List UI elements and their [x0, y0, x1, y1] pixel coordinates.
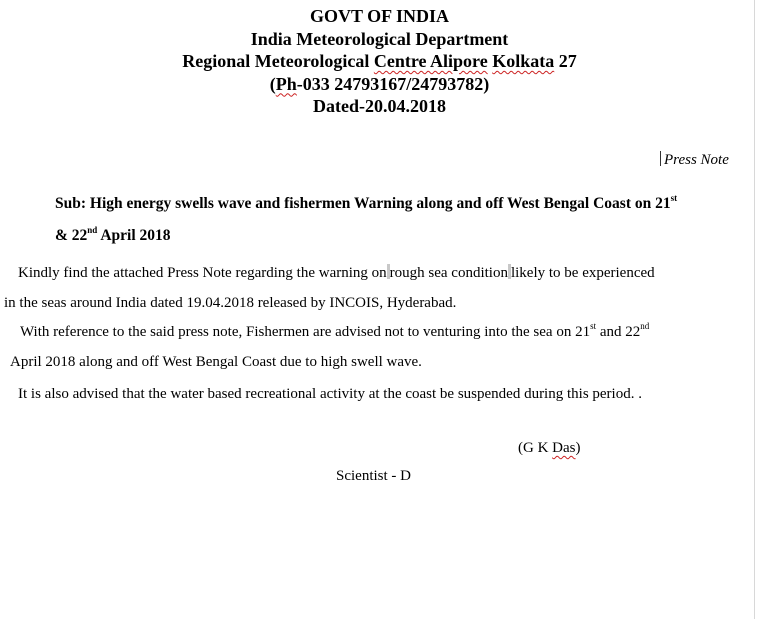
- header-department: India Meteorological Department: [250, 28, 509, 49]
- signatory-close: ): [575, 440, 581, 456]
- press-note-label: [660, 151, 729, 169]
- paragraph-2-sup-st: st: [590, 321, 597, 331]
- subject-text-c: April 2018: [97, 227, 171, 244]
- signatory-designation: Scientist - D: [336, 468, 411, 484]
- header-kolkata: Kolkata: [492, 51, 555, 71]
- paragraph-1: [18, 258, 655, 288]
- signatory-name: [518, 440, 581, 457]
- paragraph-1-line-2: in the seas around India dated 19.04.2018 released by INCOIS, Hyderabad.: [4, 295, 457, 311]
- subject-text-b: & 22: [55, 227, 88, 244]
- signatory-open: (G K: [518, 440, 553, 456]
- subject-text-a: Sub: High energy swells wave and fishermen Warning along and off West Bengal Coast on 21: [55, 195, 671, 212]
- subject-sup-st: st: [670, 193, 678, 203]
- header-date: Dated-20.04.2018: [313, 96, 446, 116]
- paragraph-3: It is also advised that the water based recreational activity at the coast be suspended during this period. .: [18, 386, 642, 402]
- header-regional-centre: [0, 50, 759, 73]
- header-centre-alipore: Centre Alipore: [373, 51, 488, 71]
- subject-line: [55, 188, 755, 252]
- header-pin: 27: [554, 51, 577, 71]
- paragraph-1-part-a: Kindly find the attached Press Note regarding the warning on: [18, 265, 387, 281]
- text-cursor-mark: [660, 151, 661, 166]
- paragraph-2-sup-nd: nd: [640, 321, 650, 331]
- paragraph-2-part-a: With reference to the said press note, Fishermen are advised not to venturing into the sea on 21: [20, 324, 591, 340]
- paragraph-1-part-c: likely to be experienced: [510, 265, 655, 281]
- header-phone-numbers: -033 24793167/24793782): [296, 73, 490, 94]
- header-phone-ph: Ph: [275, 73, 297, 94]
- header-govt: GOVT OF INDIA: [309, 6, 450, 26]
- paragraph-2: [20, 317, 649, 347]
- header-phone-open: (: [269, 73, 276, 94]
- letterhead: [0, 5, 759, 118]
- press-note-text: Press Note: [664, 152, 729, 168]
- paragraph-2-part-b: and 22: [596, 324, 641, 340]
- header-phone: [0, 73, 759, 96]
- subject-sup-nd: nd: [87, 225, 98, 235]
- signatory-surname: Das: [552, 440, 576, 456]
- paragraph-1-part-b: rough sea condition: [389, 265, 508, 281]
- paragraph-2-line-2: April 2018 along and off West Bengal Coast due to high swell wave.: [10, 354, 422, 370]
- header-regional-prefix: Regional Meteorological: [182, 51, 374, 71]
